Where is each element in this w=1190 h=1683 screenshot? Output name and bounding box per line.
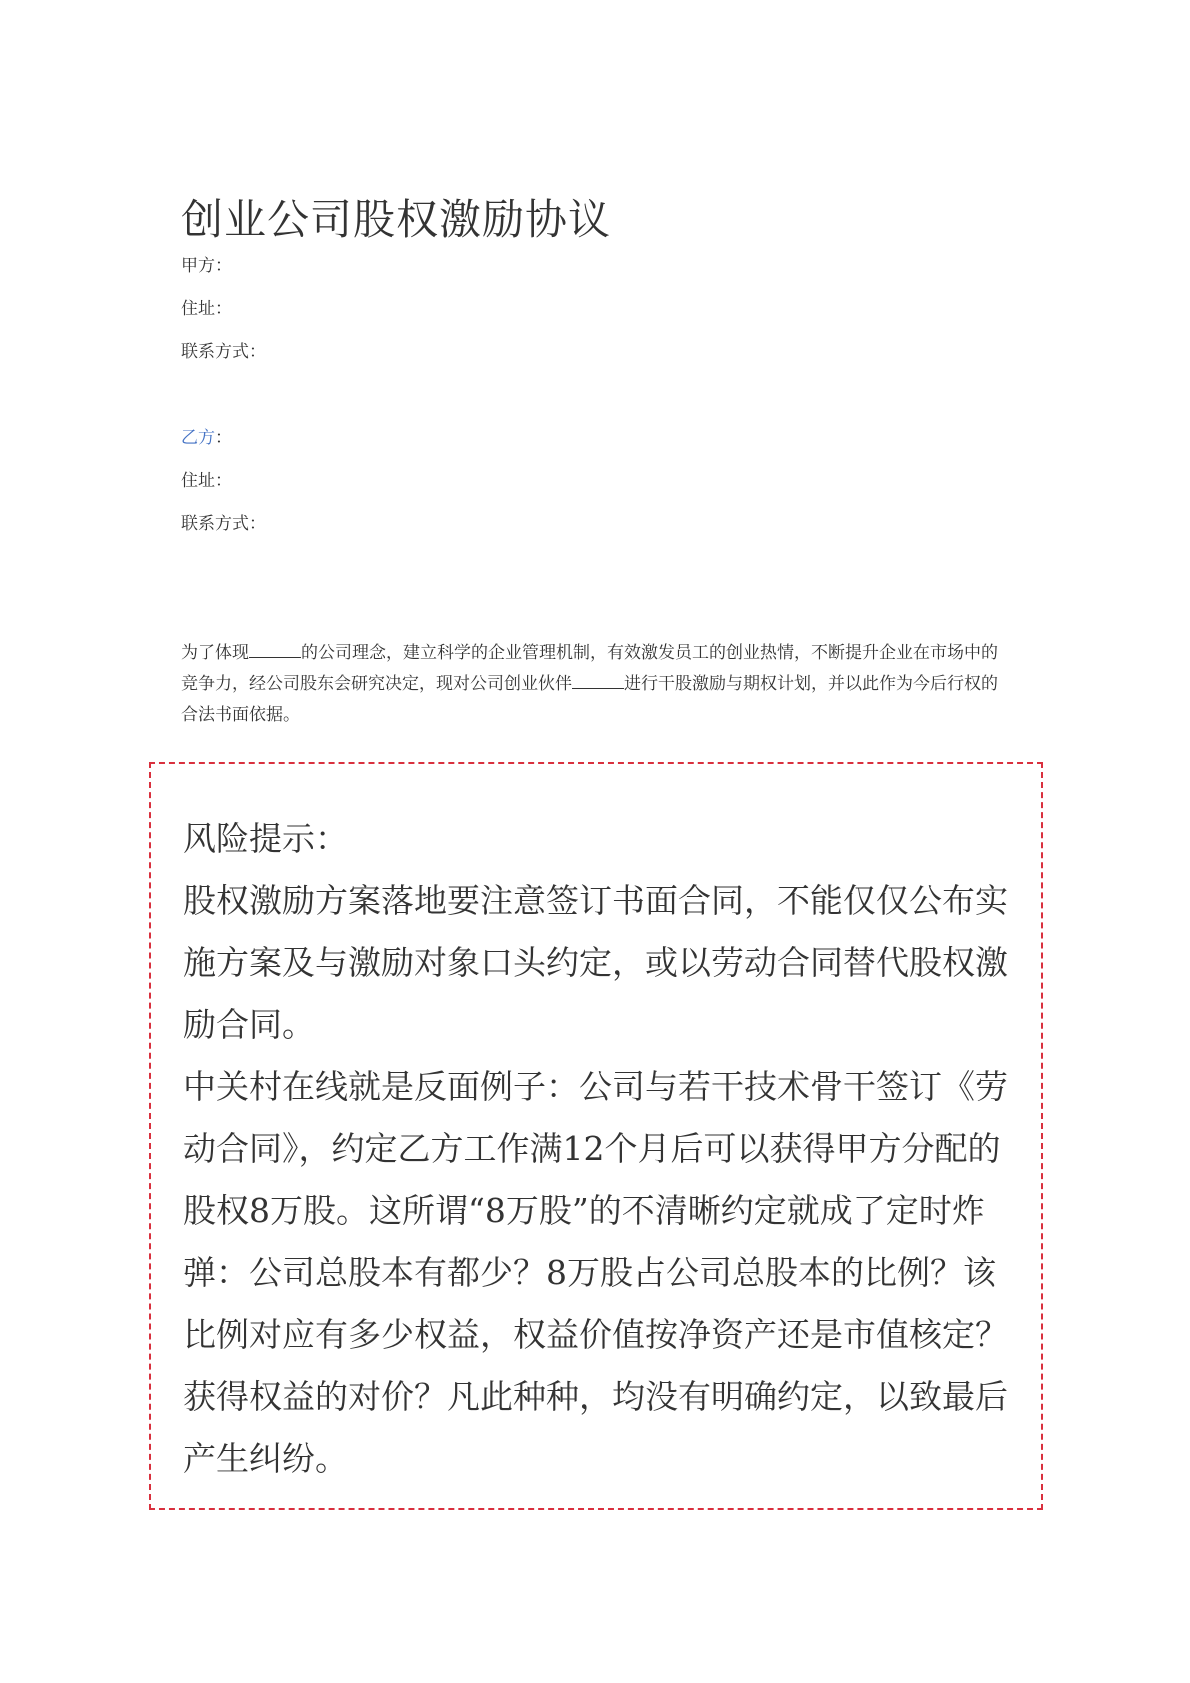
party-a-address-label: 住址： [181, 299, 232, 319]
party-b-contact-label: 联系方式： [181, 514, 266, 534]
party-b-name-label: 乙方 [181, 428, 215, 448]
party-a-label: 甲方： [181, 256, 232, 276]
risk-notice-paragraph-2: 中关村在线就是反面例子：公司与若干技术骨干签订《劳动合同》，约定乙方工作满12个月后可以获得甲方分配的股权8万股。这所谓“8万股”的不清晰约定就成了定时炸弹：公司总股本有都少？8万股占公司总股本的比例？该比例对应有多少权益，权益价值按净资产还是市值核定？获得权益的对价？凡此种种，均没有明确约定，以致最后产生纠纷。 [183, 1067, 1008, 1478]
document-title: 创业公司股权激励协议 [181, 195, 612, 244]
intro-paragraph [181, 638, 1011, 731]
party-b-address-label: 住址： [181, 471, 232, 491]
risk-notice-content [183, 808, 1013, 1490]
risk-notice-paragraph-1: 股权激励方案落地要注意签订书面合同，不能仅仅公布实施方案及与激励对象口头约定，或以劳动合同替代股权激励合同。 [183, 881, 1008, 1044]
intro-text-2: 的公司理念，建立科学的企业管理机制，有效激发员工的创业热情，不断提升企业在市场中的竞争力，经公司股东会研究决定，现对公司创业伙伴 [181, 643, 998, 694]
intro-text-3: 进行干股激励与期权计划，并以此作为今后行权的合法书面依据。 [181, 674, 998, 725]
party-a-contact-label: 联系方式： [181, 342, 266, 362]
party-b-colon: ： [215, 428, 232, 448]
partner-name-blank [572, 670, 624, 689]
risk-notice-box [149, 762, 1043, 1510]
party-b-label [181, 426, 232, 450]
company-philosophy-blank [249, 639, 301, 658]
risk-notice-heading: 风险提示： [183, 819, 348, 858]
intro-text-1: 为了体现 [181, 643, 249, 663]
